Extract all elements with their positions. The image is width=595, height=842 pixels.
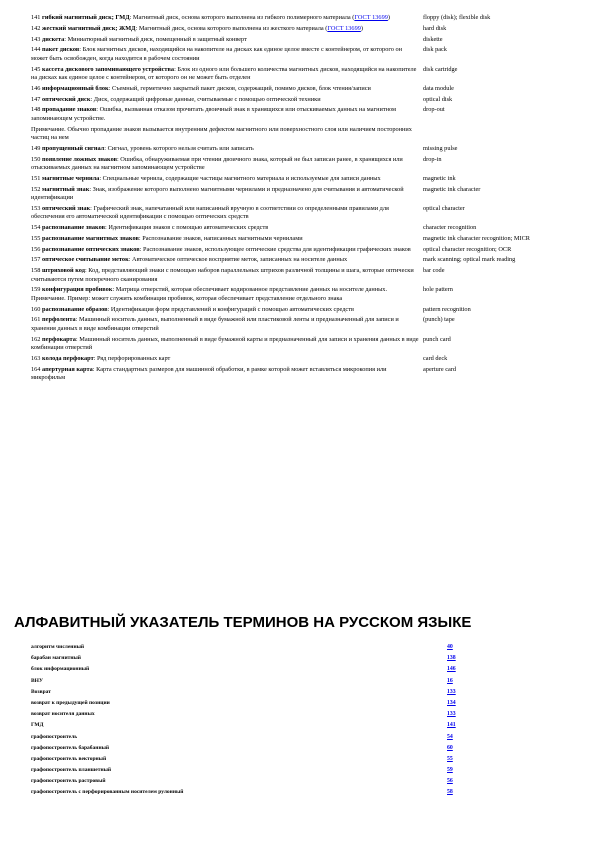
term-entry (31, 175, 571, 183)
term-english: (punch) tape (423, 316, 455, 324)
term-english: magnetic ink (423, 174, 456, 182)
index-term: алгоритм численный (31, 644, 85, 650)
index-term: графопостроитель с перфорированным носителем рулонный (31, 789, 184, 796)
term-entry (31, 186, 571, 203)
term-entry (31, 156, 571, 173)
index-term: графопостроитель барабанный (31, 744, 110, 751)
term-entry (31, 145, 571, 153)
term-definition: 153 оптический знак: Графический знак, напечатанный или написанный вручную в соответствии со определенными правилами для обеспечения его автоматической идентификации с помощью оптических средств (31, 204, 389, 221)
index-term: барабан магнитный (31, 655, 81, 662)
term-english: drop-in (423, 155, 442, 163)
term-entry (31, 224, 571, 232)
term-entry (31, 205, 571, 222)
term-entry (31, 256, 571, 264)
term-english: floppy (disk); flexible disk (423, 14, 491, 21)
gost-link[interactable]: ГОСТ 13699 (354, 14, 388, 21)
term-note: Примечание. Пример: может служить комбинация пробивок, которая обеспечивает представление отдельного знака (31, 294, 343, 302)
term-entry (31, 316, 571, 333)
index-page-link[interactable]: 146 (447, 666, 456, 673)
term-definition: 160 распознавание образов: Идентификация форм представлений и конфигураций с помощью автоматических средств (31, 305, 354, 313)
index-term: возврат носителя данных (31, 711, 95, 718)
term-entry (31, 267, 571, 284)
term-entry (31, 46, 571, 63)
term-entry (31, 66, 571, 83)
term-definition: 142 жесткий магнитный диск; ЖМД: Магнитный диск, основа которого выполнена из жесткого материала (ГОСТ 13699) (31, 24, 363, 32)
term-english: diskette (423, 35, 443, 43)
term-entry (31, 25, 571, 33)
term-definition: 148 пропадание знаков: Ошибка, вызванная отказом прочитать двоичный знак в хранящихся или отыскиваемых данных на магнитном запоминающем устройстве. (31, 106, 396, 122)
term-definition: 159 конфигурация пробивок: Матрица отверстий, которая обеспечивает кодированное представление данных на носителе данных. (31, 286, 388, 294)
index-row (31, 689, 461, 700)
term-entry (31, 366, 571, 383)
index-term: ВНУ (31, 677, 43, 684)
gost-link[interactable]: ГОСТ 13699 (327, 24, 361, 32)
term-english: bar code (423, 267, 445, 275)
index-term: графопостроитель векторный (31, 755, 107, 762)
index-row (31, 678, 461, 689)
term-definition: 145 кассета дискового запоминающего устройства: Блок из одного или большего количества магнитных дисков, находящийся на накопителе на дисках как единое целое с контейнером, от которого он не может быть отделен (31, 65, 417, 81)
term-entry (31, 306, 571, 314)
index-row (31, 666, 461, 677)
term-definition: 143 дискета: Миниатюрный магнитный диск, помещенный в защитный конверт (31, 35, 247, 43)
index-heading: АЛФАВИТНЫЙ УКАЗАТЕЛЬ ТЕРМИНОВ НА РУССКОМ ЯЗЫКЕ (14, 614, 472, 631)
index-page-link[interactable]: 60 (447, 744, 453, 751)
index-term: возврат к предыдущей позиции (31, 699, 110, 706)
term-english: pattern recognition (423, 305, 471, 313)
index-term: графопостроитель (31, 733, 78, 740)
index-row (31, 756, 461, 767)
term-english: optical disk (423, 95, 453, 103)
term-english: magnetic ink character (423, 185, 481, 193)
index-row (31, 722, 461, 733)
term-entry (31, 246, 571, 254)
term-english: hard disk (423, 24, 447, 32)
index-page-link[interactable]: 133 (447, 711, 456, 718)
term-english: data module (423, 84, 454, 92)
index-page-link[interactable]: 133 (447, 688, 456, 695)
term-english: optical character (423, 204, 465, 212)
term-entry (31, 85, 571, 93)
term-english: aperture card (423, 365, 457, 373)
term-definition: 144 пакет дисков: Блок магнитных дисков, находящийся на накопителе на дисках как единое целое вместе с контейнером, от которого он может быть освобожден, когда находится в рабочем состоянии (31, 46, 403, 62)
term-definition: 149 пропущенный сигнал: Сигнал, уровень которого нельзя считать или записать (31, 144, 254, 152)
term-entry (31, 14, 571, 22)
term-definition: 157 оптическое считывание меток: Автоматическое оптическое восприятие меток, записанных на носителе данных (31, 256, 348, 264)
index-page-link[interactable]: 59 (447, 767, 453, 774)
term-entry (31, 96, 571, 104)
index-row (31, 767, 461, 778)
index-term: ГМД (31, 722, 44, 729)
term-english: disk cartridge (423, 65, 458, 73)
term-definition: 154 распознавание знаков: Идентификация знаков с помощью автоматических средств (31, 224, 269, 231)
term-english: optical character recognition; OCR (423, 245, 512, 253)
term-definition: 147 оптический диск: Диск, содержащий цифровые данные, считываемые с помощью оптической техники (31, 95, 321, 103)
index-page-link[interactable]: 56 (447, 778, 453, 785)
term-entry (31, 36, 571, 44)
term-english: hole pattern (423, 286, 453, 294)
term-english: disk pack (423, 46, 447, 54)
term-definition: 163 колода перфокарт: Ряд перфорированных карт (31, 354, 171, 362)
term-definition: 161 перфолента: Машинный носитель данных, выполненный в виде бумажной или пластиковой ленты и предназначенный для записи и хранения данных в виде комбинации отверстий (31, 316, 399, 332)
index-term: блок информационный (31, 666, 90, 673)
term-entry (31, 286, 571, 294)
term-definition: 151 магнитные чернила: Специальные чернила, содержащие частицы магнитного материала и используемые для записи данных (31, 174, 381, 182)
index-row (31, 644, 461, 655)
term-definition: 156 распознавание оптических знаков: Распознавание знаков, использующее оптические средства для идентификации графических знаков (31, 245, 411, 253)
index-row (31, 655, 461, 666)
terms-list (31, 14, 571, 385)
index-page-link[interactable]: 55 (447, 755, 453, 762)
index-term: Возврат (31, 688, 51, 695)
term-entry (31, 235, 571, 243)
term-english: drop-out (423, 106, 445, 114)
term-definition: 162 перфокарта: Машинный носитель данных, выполненный в виде бумажной карты и предназначенный для записи и хранения данных в виде комбинации отверстий (31, 335, 419, 351)
index-page-link[interactable]: 58 (447, 789, 453, 796)
index-row (31, 745, 461, 756)
term-english: card deck (423, 354, 448, 362)
term-note: Примечание. Обычно пропадание знаков вызывается внутренним дефектом магнитного или поверхностного слоя или наличием посторонних частиц на нем (31, 125, 412, 141)
index-row (31, 711, 461, 722)
term-definition: 158 штриховой код: Код, представляющий знаки с помощью наборов параллельных штрихов различной толщины и шага, которые оптически считываются путем поперечного сканирования (31, 267, 414, 283)
term-entry (31, 106, 571, 123)
index-page-link[interactable]: 16 (447, 677, 453, 684)
index-row (31, 734, 461, 745)
index-term: графопостроитель планшетный (31, 767, 112, 774)
index-page-link[interactable]: 138 (447, 655, 456, 662)
term-english: missing pulse (423, 144, 458, 152)
term-english: magnetic ink character recognition; MICR (423, 234, 531, 242)
index-term: графопостроитель растровый (31, 778, 106, 785)
index-row (31, 789, 461, 800)
term-english: character recognition (423, 224, 477, 231)
index-row (31, 778, 461, 789)
index-row (31, 700, 461, 711)
index-page-link[interactable]: 141 (447, 722, 456, 729)
term-entry (31, 336, 571, 353)
index-page-link[interactable]: 40 (447, 644, 453, 650)
term-definition: 164 апертурная карта: Карта стандартных размеров для машинной обработки, в рамке которой может вставляться микрокопия или микрофильм (31, 365, 387, 381)
term-definition: 152 магнитный знак: Знак, изображение которого выполнено магнитными чернилами и предназначено для считывания и автоматической идентификации (31, 185, 404, 201)
term-definition: 146 информационный блок: Съемный, герметично закрытый пакет дисков, содержащий, помимо дисков, блок чтения/записи (31, 84, 371, 92)
term-entry (31, 355, 571, 363)
term-definition: 155 распознавание магнитных знаков: Распознавание знаков, написанных магнитными чернилами (31, 234, 303, 242)
index-page-link[interactable]: 134 (447, 699, 456, 706)
term-english: mark scanning; optical mark reading (423, 256, 516, 264)
term-definition: 150 появление ложных знаков: Ошибка, обнаруживаемая при чтении двоичного знака, который не был записан ранее, в хранящихся или отыскиваемых данных на магнитном запоминающем устройстве (31, 155, 403, 171)
term-definition: 141 гибкий магнитный диск; ГМД: Магнитный диск, основа которого выполнена из гибкого полимерного материала (ГОСТ 13699) (31, 14, 390, 21)
term-english: punch card (423, 335, 451, 343)
index-page-link[interactable]: 54 (447, 733, 453, 740)
alphabetical-index (31, 644, 461, 801)
